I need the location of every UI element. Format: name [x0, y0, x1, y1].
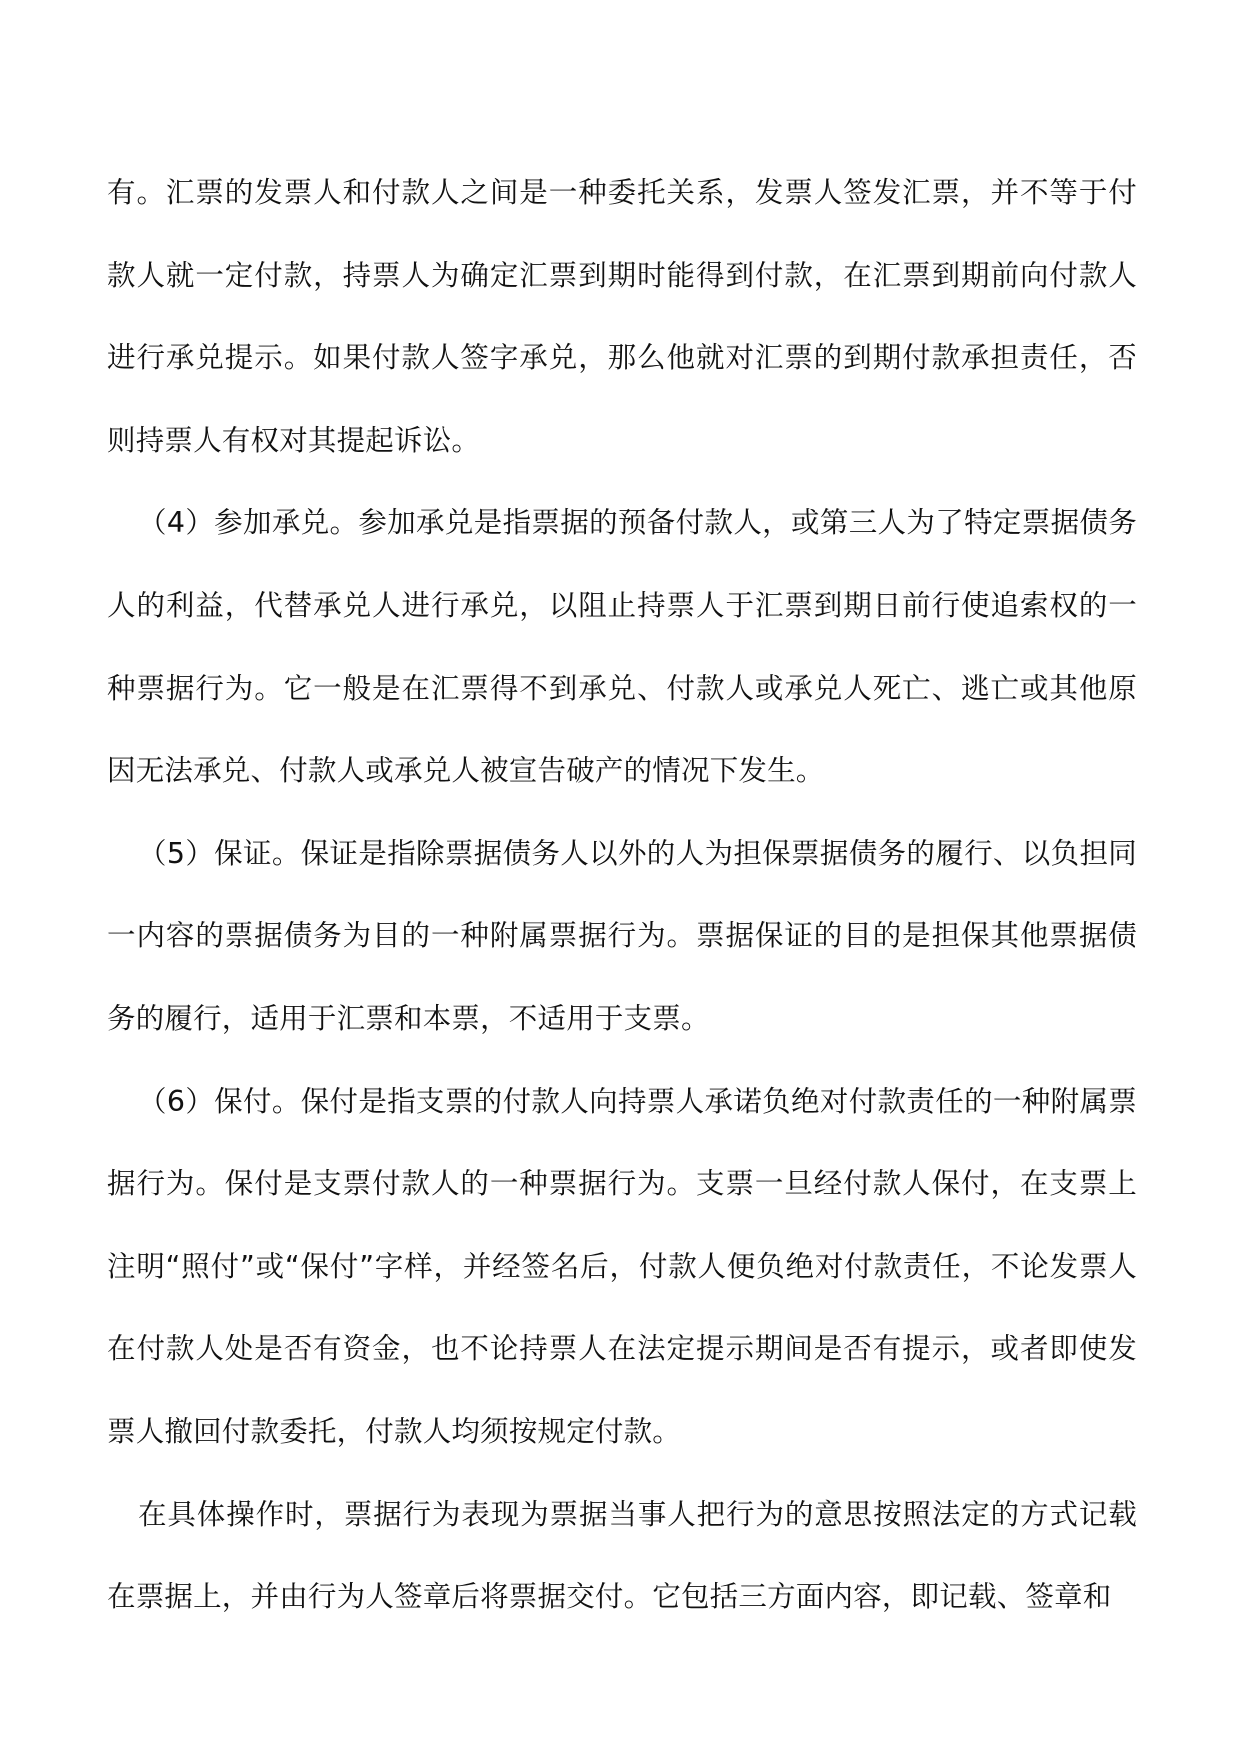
paragraph-operation: 在具体操作时，票据行为表现为票据当事人把行为的意思按照法定的方式记载在票据上，并由行为人签章后将票据交付。它包括三方面内容，即记载、签章和: [107, 1497, 1137, 1614]
paragraph-acceptance-by-intervention: （4）参加承兑。参加承兑是指票据的预备付款人，或第三人为了特定票据债务人的利益，代替承兑人进行承兑，以阻止持票人于汇票到期日前行使追索权的一种票据行为。它一般是在汇票得不到承兑、付款人或承兑人死亡、逃亡或其他原因无法承兑、付款人或承兑人被宣告破产的情况下发生。: [107, 506, 1137, 788]
paragraph-guarantee: （5）保证。保证是指除票据债务人以外的人为担保票据债务的履行、以负担同一内容的票据债务为目的一种附属票据行为。票据保证的目的是担保其他票据债务的履行，适用于汇票和本票，不适用于支票。: [107, 836, 1137, 1035]
body-text: [107, 152, 1137, 1639]
paragraph-certification: （6）保付。保付是指支票的付款人向持票人承诺负绝对付款责任的一种附属票据行为。保付是支票付款人的一种票据行为。支票一旦经付款人保付，在支票上注明“照付”或“保付”字样，并经签名后，付款人便负绝对付款责任，不论发票人在付款人处是否有资金，也不论持票人在法定提示期间是否有提示，或者即使发票人撤回付款委托，付款人均须按规定付款。: [107, 1084, 1137, 1448]
paragraph-continuation: 有。汇票的发票人和付款人之间是一种委托关系，发票人签发汇票，并不等于付款人就一定付款，持票人为确定汇票到期时能得到付款，在汇票到期前向付款人进行承兑提示。如果付款人签字承兑，那么他就对汇票的到期付款承担责任，否则持票人有权对其提起诉讼。: [107, 176, 1137, 457]
